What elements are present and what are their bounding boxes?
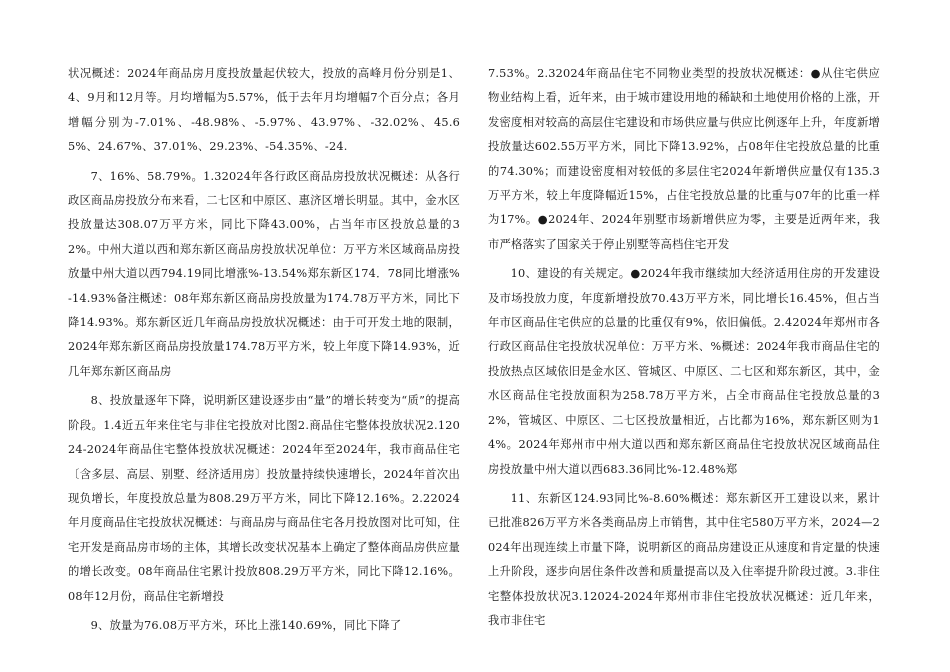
paragraph: 11、东新区124.93同比%-8.60%概述：郑东新区开工建设以来，累计已批准826万平方米各类商品房上市销售，其中住宅580万平方米，2024—2024年出现连续上市量下降，说明新区的商品房建设正从速度和肯定量的快速上升阶段，逐步向居住条件改善和质量提高以及入住率提升阶段过渡。3.非住宅整体投放状况3.12024-2024年郑州市非住宅投放状况概述：近几年来，我市非住宅 xyxy=(488,491,880,627)
paragraph: 9、放量为76.08万平方米，环比上涨140.69%，同比下降了 xyxy=(90,618,402,632)
paragraph: 8、投放量逐年下降，说明新区建设逐步由“量”的增长转变为“质”的提高阶段。1.4近五年来住宅与非住宅投放对比图2.商品住宅整体投放状况2.12024-2024年商品住宅整体投放状况概述：2024年至2024年，我市商品住宅〔含多层、高层、别墅、经济适用房〕投放量持续快速增长，2024年首次出现负增长，年度投放总量为808.29万平方米，同比下降12.16%。2.22024年月度商品住宅投放状况概述：与商品房与商品住宅各月投放图对比可知，住宅开发是商品房市场的主体，其增长改变状况基本上确定了整体商品房供应量的增长改变。08年商品住宅累计投放808.29万平方米，同比下降12.16%。08年12月份，商品住宅新增投 xyxy=(68,394,460,603)
right-column xyxy=(488,62,880,638)
left-column xyxy=(68,62,460,643)
paragraph: 状况概述：2024年商品房月度投放量起伏较大，投放的高峰月份分别是1、4、9月和12月等。月均增幅为5.57%，低于去年月均增幅7个百分点；各月增幅分别为-7.01%、-48.98%、-5.97%、43.97%、-32.02%、45.65%、24.67%、37.01%、29.23%、-54.35%、-24. xyxy=(68,67,460,154)
paragraph: 7.53%。2.32024年商品住宅不同物业类型的投放状况概述：●从住宅供应物业结构上看，近年来，由于城市建设用地的稀缺和土地使用价格的上涨，开发密度相对较高的高层住宅建设和市场供应量与供应比例逐年上升，年度新增投放量达602.55万平方米，同比下降13.92%，占08年住宅投放总量的比重的74.30%；而建设密度相对较低的多层住宅2024年新增供应量仅有135.3万平方米，较上年度降幅近15%，占住宅投放总量的比重与07年的比重一样为17%。●2024年、2024年别墅市场新增供应为零，主要是近两年来，我市严格落实了国家关于停止别墅等高档住宅开发 xyxy=(488,67,880,251)
paragraph: 7、16%、58.79%。1.32024年各行政区商品房投放状况概述：从各行政区商品房投放分布来看，二七区和中原区、惠济区增长明显。其中，金水区投放量达308.07万平方米，同比下降43.00%，占当年市区投放总量的32%。中州大道以西和郑东新区商品房投放状况单位：万平方米区域商品房投放量中州大道以西794.19同比增涨%-13.54%郑东新区174．78同比增涨%-14.93%备注概述：08年郑东新区商品房投放量为174.78万平方米，同比下降14.93%。郑东新区近几年商品房投放状况概述：由于可开发土地的限制，2024年郑东新区商品房投放量174.78万平方米，较上年度下降14.93%，近几年郑东新区商品房 xyxy=(68,169,460,378)
paragraph: 10、建设的有关规定。●2024年我市继续加大经济适用住房的开发建设及市场投放力度，年度新增投放70.43万平方米，同比增长16.45%，但占当年市区商品住宅供应的总量的比重仅有9%，依旧偏低。2.42024年郑州市各行政区商品住宅投放状况单位：万平方米、%概述：2024年我市商品住宅的投放热点区域依旧是金水区、管城区、中原区、二七区和郑东新区，其中，金水区商品住宅投放面积为258.78万平方米，占全市商品住宅投放总量的32%，管城区、中原区、二七区投放量相近，占比都为16%，郑东新区则为14%。2024年郑州市中州大道以西和郑东新区商品住宅投放状况区域商品住房投放量中州大道以西683.36同比%-12.48%郑 xyxy=(488,267,880,476)
